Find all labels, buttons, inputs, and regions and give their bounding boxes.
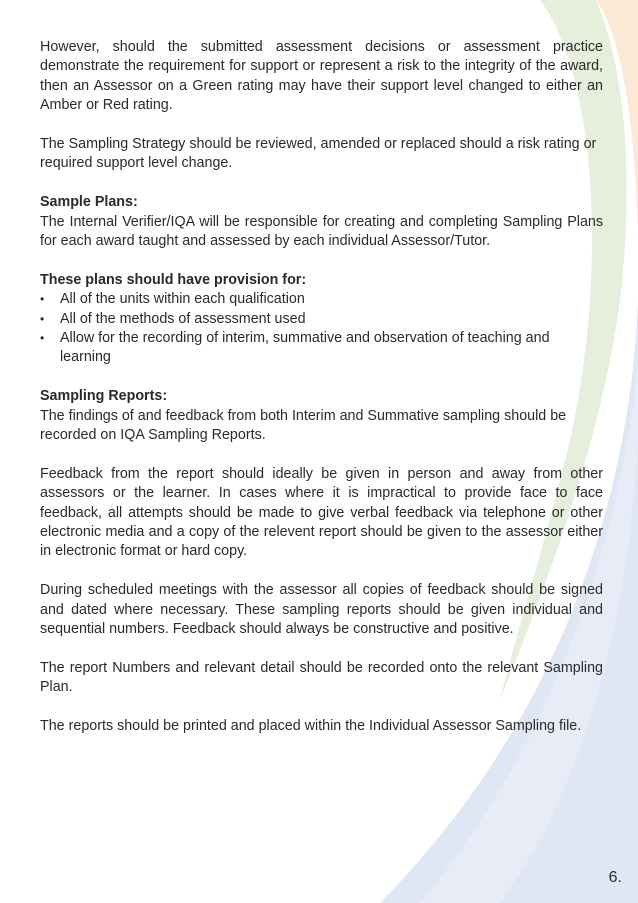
provision-list [40,290,603,368]
bullet-icon: • [40,311,45,326]
heading-sample-plans: Sample Plans: [40,194,138,211]
bullet-icon: • [40,292,45,307]
list-item-text: Allow for the recording of interim, summative and observation of teaching and learning [60,330,550,366]
section-sample-plans [40,193,603,251]
paragraph-sampling-reports: The findings of and feedback from both Interim and Summative sampling should be recorded on IQA Sampling Reports. [40,407,567,444]
paragraph-support-level: However, should the submitted assessment decisions or assessment practice demonstrate the requirement for support or represent a risk to the integrity of the award, then an Assessor on a Green rating may have their support level changed to either an Amber or Red rating. [40,39,603,114]
section-sampling-reports [40,387,603,736]
heading-sampling-reports: Sampling Reports: [40,388,168,405]
bullet-icon: • [40,331,45,346]
list-item-text: All of the methods of assessment used [60,310,306,327]
list-item-text: All of the units within each qualification [60,291,305,308]
paragraph-sampling-strategy: The Sampling Strategy should be reviewed, amended or replaced should a risk rating or required support level change. [40,136,597,172]
list-item [40,290,603,309]
list-item [40,310,603,329]
paragraph-report-numbers: The report Numbers and relevant detail should be recorded onto the relevant Sampling Plan. [40,659,603,696]
section-provisions [40,271,603,368]
paragraph-sample-plans: The Internal Verifier/IQA will be responsible for creating and completing Sampling Plans for each award taught and assessed by each individual Assessor/Tutor. [40,213,603,250]
document-body [40,38,603,756]
list-item [40,329,603,368]
paragraph-feedback: Feedback from the report should ideally be given in person and away from other assessors or the learner. In cases where it is impractical to provide face to face feedback, all attempts should be made to give verbal feedback via telephone or other electronic media and a copy of the relevent report should be given to the assessor either in electronic format or hard copy. [40,465,603,560]
paragraph-reports-printed: The reports should be printed and placed within the Individual Assessor Sampling file. [40,718,582,735]
page-number: 6. [608,869,622,886]
heading-provisions: These plans should have provision for: [40,271,307,288]
paragraph-meetings: During scheduled meetings with the assessor all copies of feedback should be signed and dated where necessary. These sampling reports should be given individual and sequential numbers. Feedback should always be constructive and positive. [40,582,603,638]
